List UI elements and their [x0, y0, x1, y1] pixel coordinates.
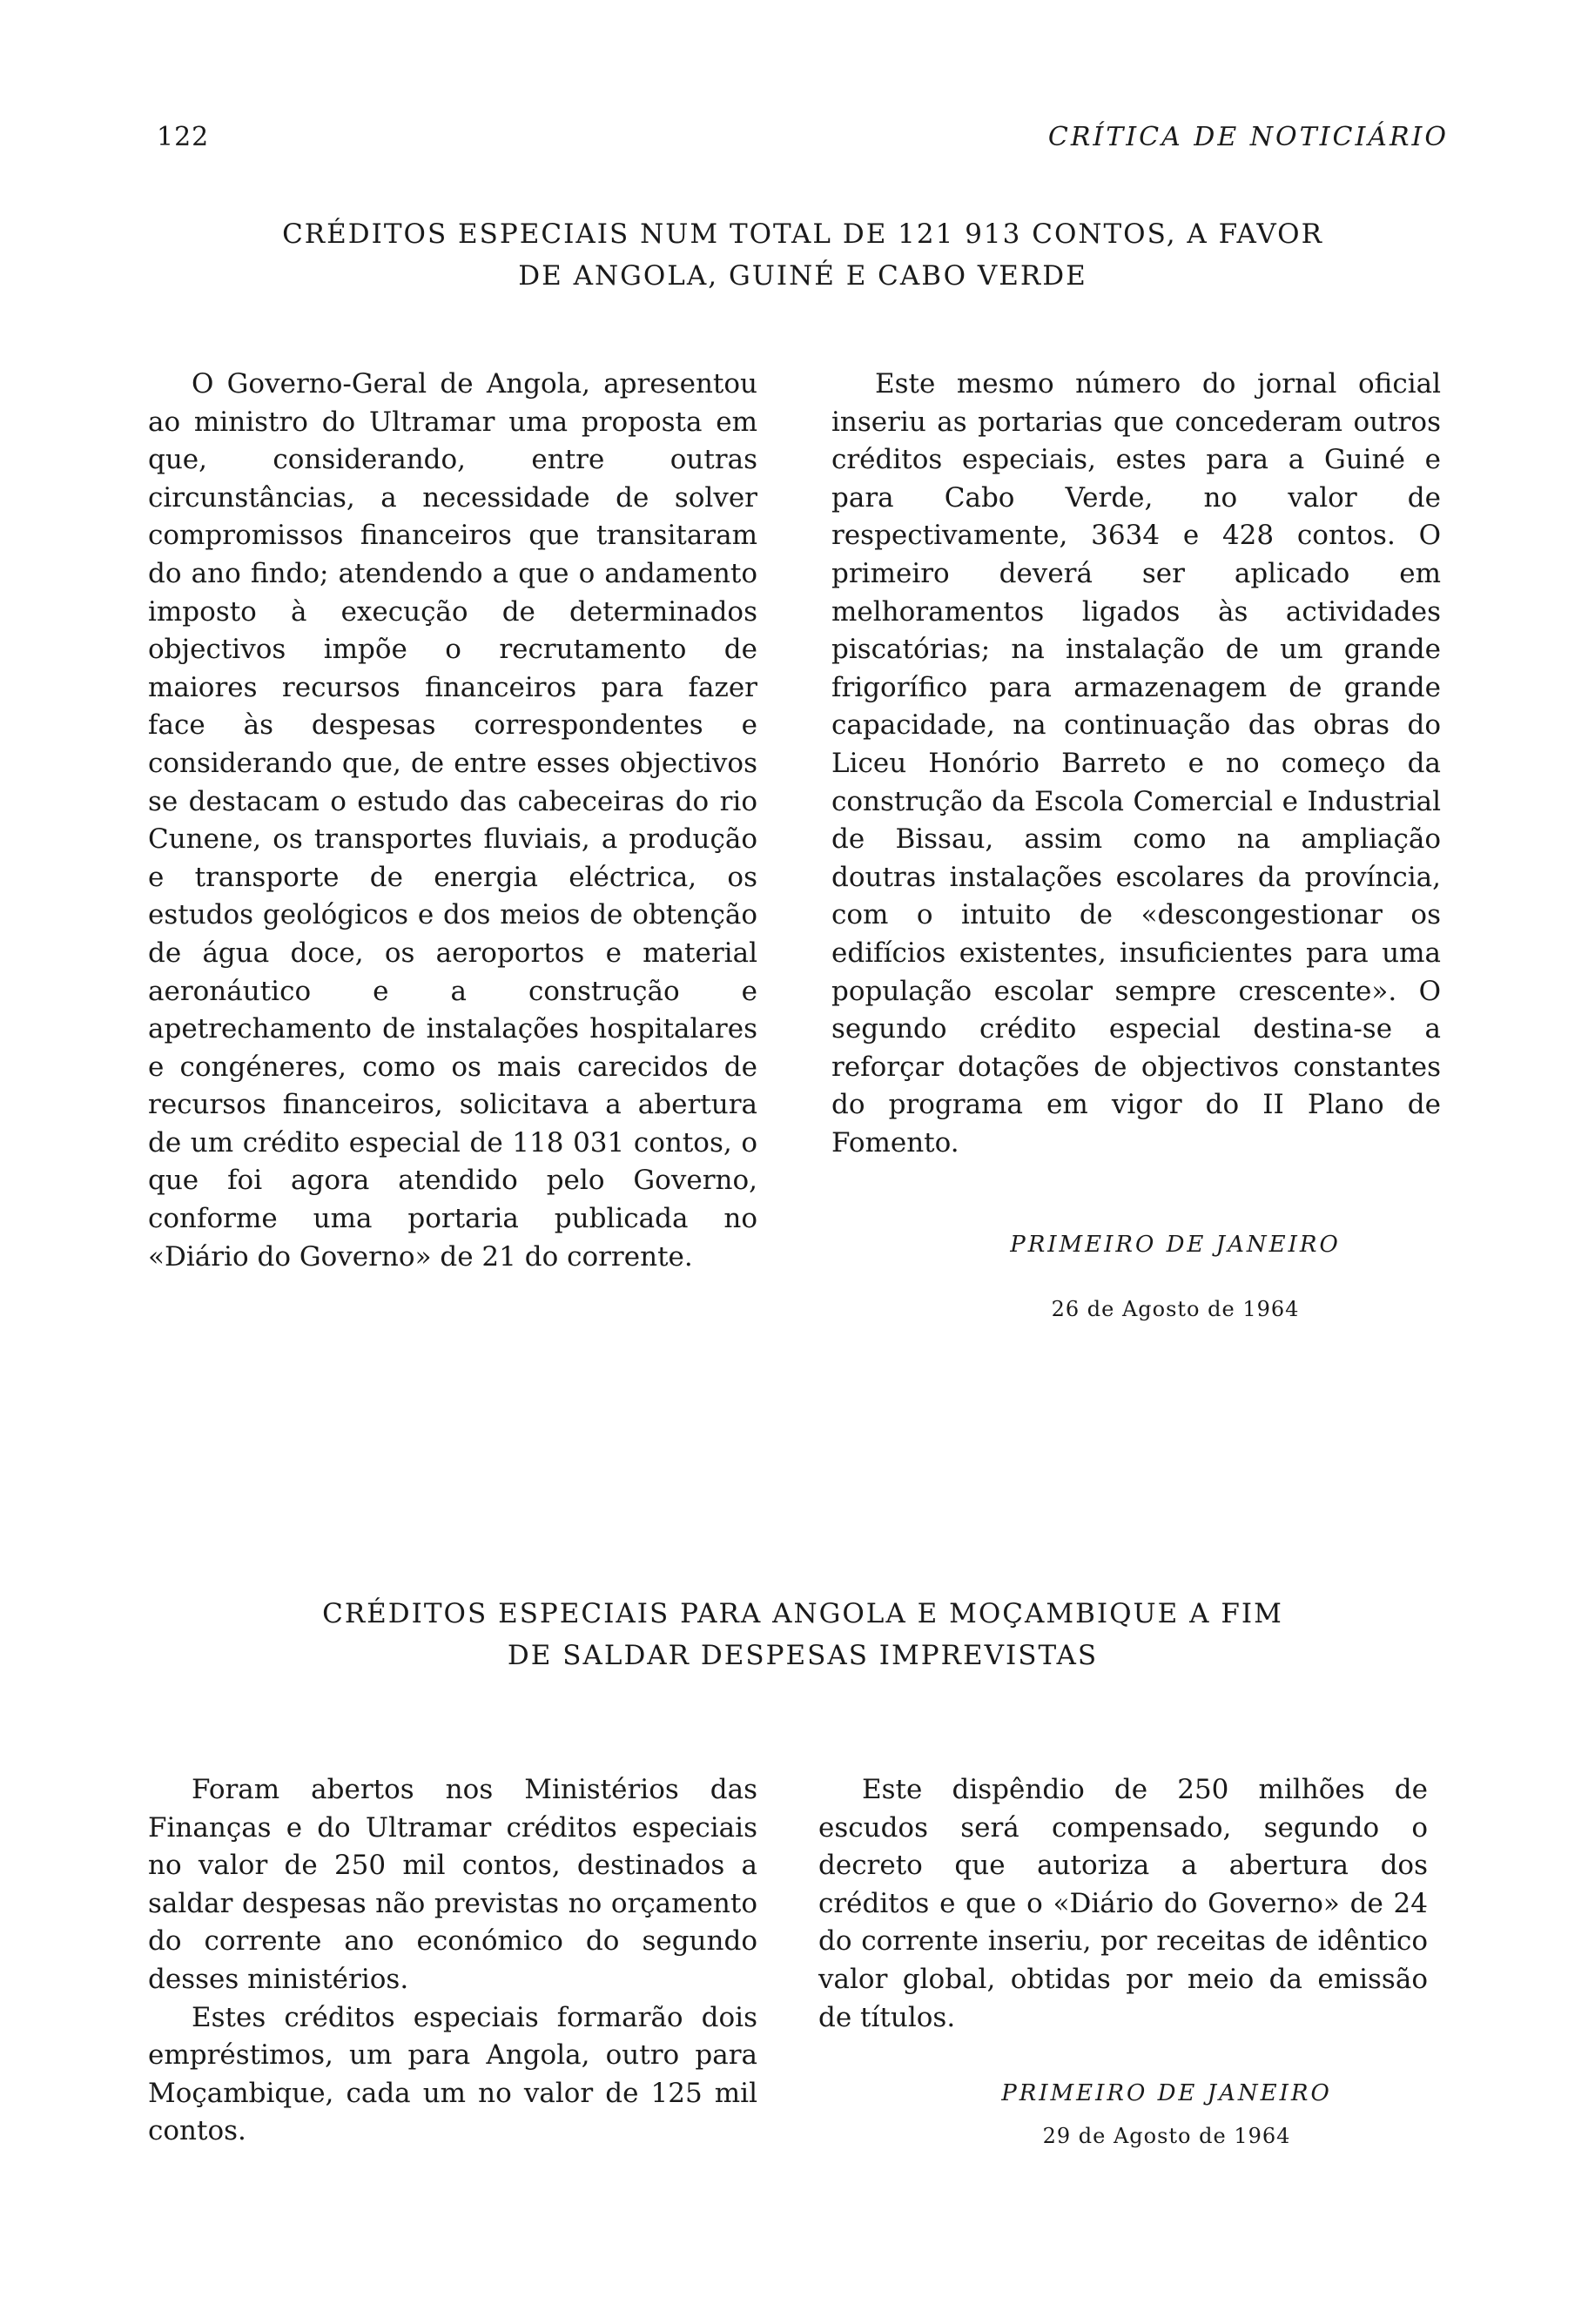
article-2-column-right: [818, 1771, 1428, 2037]
article-1-title: [157, 213, 1449, 297]
article-2-right-paragraph: Este dispêndio de 250 milhões de escudos será compensado, segundo o decreto que autoriza a abertura dos créditos e que o «Diário do Governo» de 24 do corrente inseriu, por receitas de idêntico valor global, obtidas por meio da emissão de títulos.: [818, 1774, 1428, 2033]
article-1-column-right: [831, 366, 1441, 1162]
article-2-date: 29 de Agosto de 1964: [1042, 2124, 1291, 2148]
running-head: CRÍTICA DE NOTICIÁRIO: [1047, 122, 1449, 152]
article-1-right-paragraph: Este mesmo número do jornal oficial inseriu as portarias que concederam outros créditos especiais, estes para a Guiné e para Cabo Verde, no valor de respectivamente, 3634 e 428 contos. O primeiro deverá ser aplicado em melhoramentos ligados às actividades piscatórias; na instalação de um grande frigorífico para armazenagem de grande capacidade, na continuação das obras do Liceu Honório Barreto e no começo da construção da Escola Comercial e Industrial de Bissau, assim como na ampliação doutras instalações escolares da província, com o intuito de «descongestionar os edifícios existentes, insuficientes para uma população escolar sempre crescente». O segundo crédito especial destina-se a reforçar dotações de objectivos constantes do programa em vigor do II Plano de Fomento.: [831, 368, 1441, 1159]
article-1-title-line-1: CRÉDITOS ESPECIAIS NUM TOTAL DE 121 913 CONTOS, A FAVOR: [282, 218, 1323, 250]
article-1-date: 26 de Agosto de 1964: [1051, 1297, 1300, 1321]
page-number: 122: [157, 122, 210, 152]
article-1-source: PRIMEIRO DE JANEIRO: [1010, 1232, 1341, 1258]
article-2-source: PRIMEIRO DE JANEIRO: [1001, 2080, 1332, 2106]
article-2-left-paragraph-1: Foram abertos nos Ministérios das Finanças e do Ultramar créditos especiais no valor de 250 mil contos, destinados a saldar despesas não previstas no orçamento do corrente ano económico do segundo desses ministérios.: [148, 1774, 757, 1995]
article-1-column-left: [148, 366, 757, 1276]
article-1-title-line-2: DE ANGOLA, GUINÉ E CABO VERDE: [518, 260, 1087, 292]
article-2-title: [157, 1593, 1449, 1676]
article-2-column-left: [148, 1771, 757, 2151]
article-1-left-paragraph: O Governo-Geral de Angola, apresentou ao ministro do Ultramar uma proposta em que, considerando, entre outras circunstâncias, a necessidade de solver compromissos financeiros que transitaram do ano findo; atendendo a que o andamento imposto à execução de determinados objectivos impõe o recrutamento de maiores recursos financeiros para fazer face às despesas correspondentes e considerando que, de entre esses objectivos se destacam o estudo das cabeceiras do rio Cunene, os transportes fluviais, a produção e transporte de energia eléctrica, os estudos geológicos e dos meios de obtenção de água doce, os aeroportos e material aeronáutico e a construção e apetrechamento de instalações hospitalares e congéneres, como os mais carecidos de recursos financeiros, solicitava a abertura de um crédito especial de 118 031 contos, o que foi agora atendido pelo Governo, conforme uma portaria publicada no «Diário do Governo» de 21 do corrente.: [148, 368, 757, 1273]
article-2-title-line-2: DE SALDAR DESPESAS IMPREVISTAS: [507, 1640, 1099, 1671]
article-2-left-paragraph-2: Estes créditos especiais formarão dois empréstimos, um para Angola, outro para Moçambique, cada um no valor de 125 mil contos.: [148, 2001, 757, 2147]
article-2-title-line-1: CRÉDITOS ESPECIAIS PARA ANGOLA E MOÇAMBIQUE A FIM: [322, 1598, 1283, 1629]
